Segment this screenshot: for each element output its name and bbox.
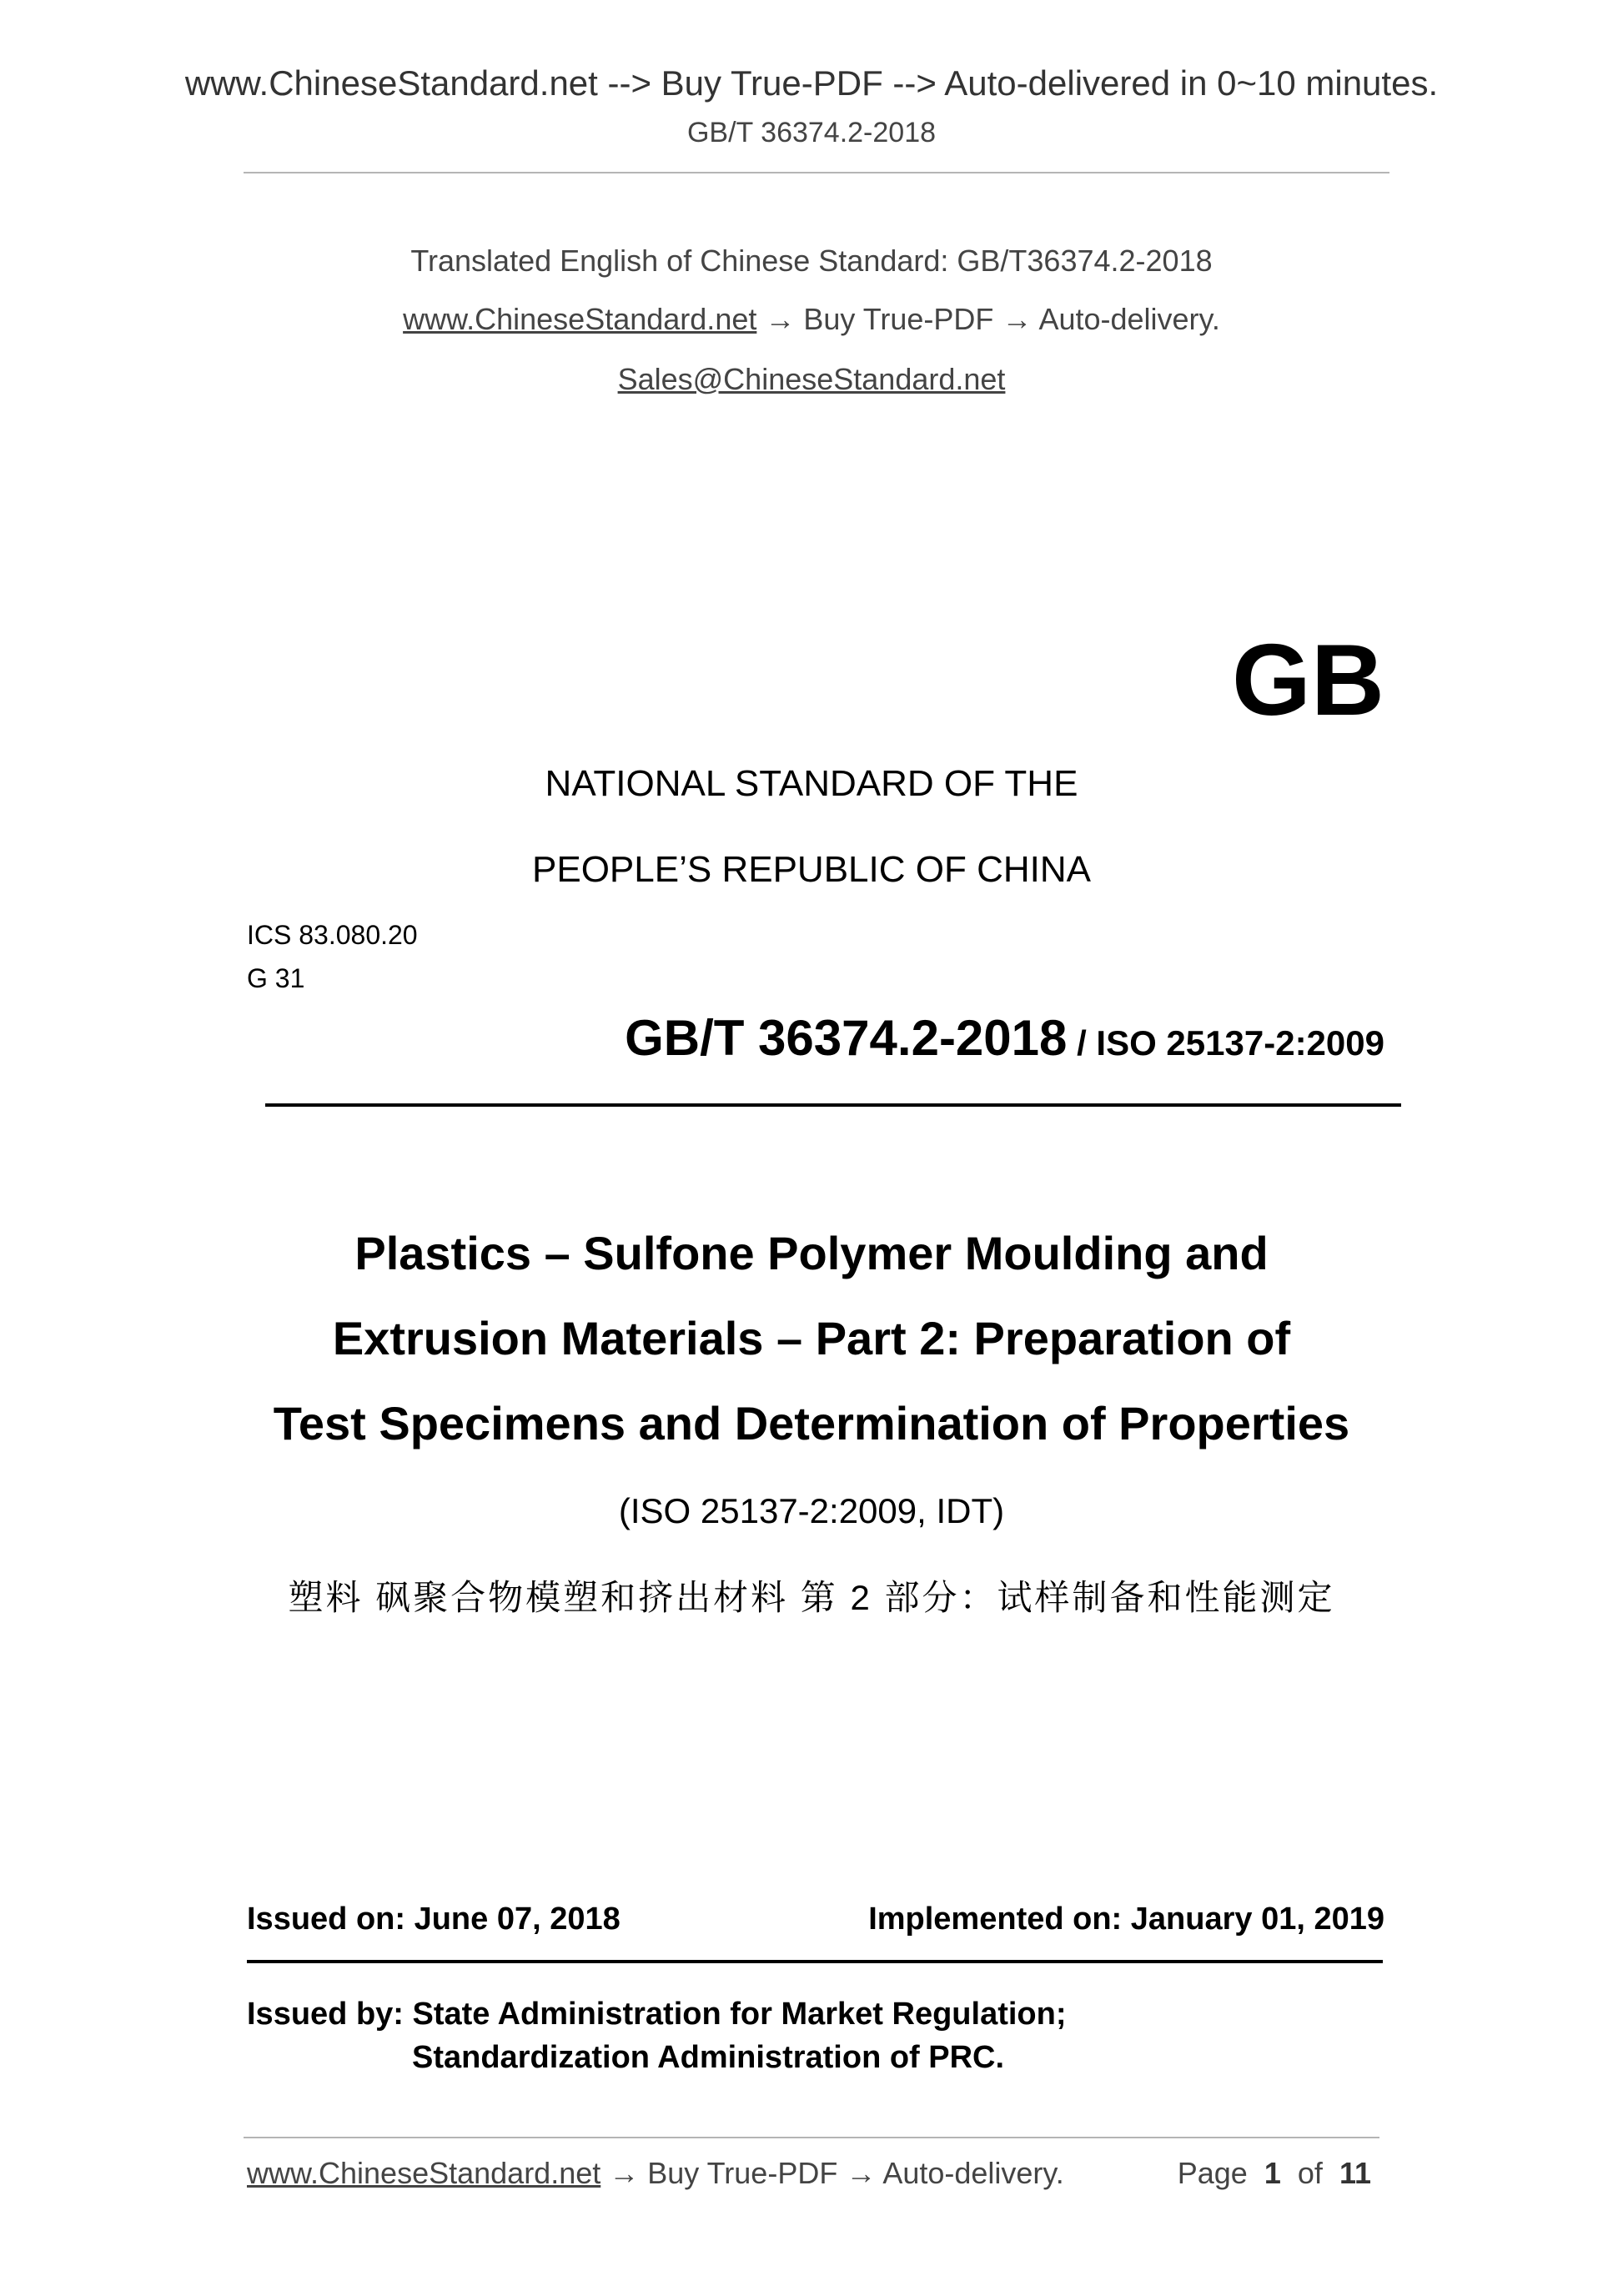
footer-link-line <box>247 2156 1064 2191</box>
page-total: 11 <box>1339 2156 1371 2190</box>
issued-by-line1: Issued by: State Administration for Market Regulation; <box>247 1997 1067 2032</box>
dates-rule <box>247 1960 1383 1963</box>
standard-number-main: GB/T 36374.2-2018 <box>625 1010 1068 1066</box>
footer-delivery-text: → Buy True-PDF → Auto-delivery. <box>600 2156 1064 2190</box>
iso-idt: (ISO 25137-2:2009, IDT) <box>618 1491 1005 1530</box>
header-doc-code: GB/T 36374.2-2018 <box>686 117 937 148</box>
page-label: Page <box>1177 2156 1248 2190</box>
national-standard-line1: NATIONAL STANDARD OF THE <box>545 763 1078 804</box>
title-line3: Test Specimens and Determination of Properties <box>273 1397 1350 1449</box>
gb-mark: GB <box>1232 623 1384 736</box>
title-line2: Extrusion Materials – Part 2: Preparation of <box>332 1312 1291 1364</box>
chinese-title: 塑料 砜聚合物模塑和挤出材料 第 2 部分：试样制备和性能测定 <box>288 1578 1335 1617</box>
issued-by-line2: Standardization Administration of PRC. <box>412 2040 1005 2075</box>
of-label: of <box>1297 2156 1323 2190</box>
page-number: 1 <box>1264 2156 1281 2190</box>
title-line1: Plastics – Sulfone Polymer Moulding and <box>354 1227 1269 1279</box>
translation-link-line <box>0 302 1623 337</box>
header-divider <box>244 172 1389 173</box>
issued-date: Issued on: June 07, 2018 <box>247 1902 621 1937</box>
national-standard-line2: PEOPLE’S REPUBLIC OF CHINA <box>532 849 1091 890</box>
standard-number <box>625 1009 1384 1067</box>
page-indicator <box>1178 2156 1371 2191</box>
top-banner: www.ChineseStandard.net --> Buy True-PDF --> Auto-delivered in 0~10 minutes. <box>184 63 1439 103</box>
delivery-text: → Buy True-PDF → Auto-delivery. <box>756 302 1220 336</box>
footer-divider <box>244 2137 1379 2138</box>
ics-code: ICS 83.080.20 <box>247 920 418 950</box>
iso-equivalent: / ISO 25137-2:2009 <box>1067 1023 1384 1063</box>
sales-email-line <box>0 362 1623 397</box>
chinesestandard-link[interactable]: www.ChineseStandard.net <box>403 302 757 336</box>
footer-chinesestandard-link[interactable]: www.ChineseStandard.net <box>247 2156 601 2190</box>
translation-title: Translated English of Chinese Standard: GB/T36374.2-2018 <box>410 244 1213 278</box>
g-code: G 31 <box>247 963 305 993</box>
sales-email-link[interactable]: Sales@ChineseStandard.net <box>617 362 1006 396</box>
implemented-date: Implemented on: January 01, 2019 <box>868 1902 1384 1937</box>
standard-number-rule <box>265 1103 1401 1107</box>
